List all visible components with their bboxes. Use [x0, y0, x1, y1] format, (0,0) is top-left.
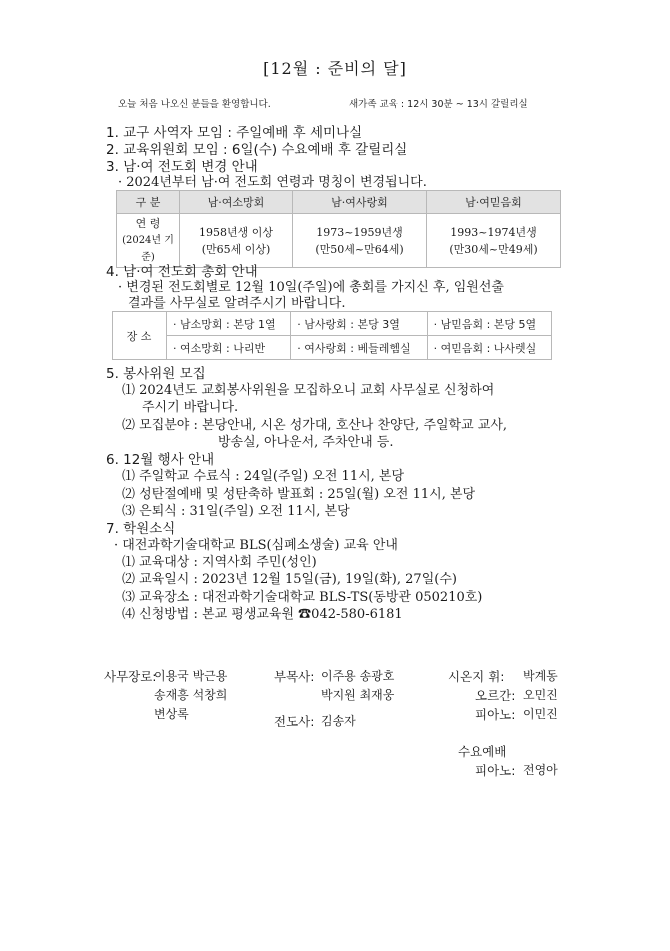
place-label: 장 소 — [113, 312, 167, 360]
page-title: [12월 : 준비의 달] — [263, 59, 407, 78]
section-5-text: ⑵ 모집분야 : 본당안내, 시온 성가대, 호산나 찬양단, 주일학교 교사, — [122, 418, 508, 433]
section-3-text: · 2024년부터 남·여 전도회 연령과 명칭이 변경됩니다. — [118, 175, 427, 190]
section-7-text: ⑷ 신청방법 : 본교 평생교육원 ☎042-580-6181 — [122, 607, 403, 622]
table-header: 구 분 — [117, 191, 180, 214]
table-row — [113, 336, 552, 360]
section-5-text: 방송실, 아나운서, 주차안내 등. — [218, 435, 394, 450]
venue-table — [112, 311, 552, 360]
table-cell: · 남소망회 : 본당 1열 — [167, 312, 291, 336]
choir-conductor-label: 시온지 휘: — [448, 669, 505, 684]
table-header-row — [117, 191, 561, 214]
row-label-note: (2024년 기준) — [122, 235, 174, 263]
newcomer-education-text: 새가족 교육 : 12시 30분 ~ 13시 갈릴리실 — [349, 99, 528, 110]
section-4-text: 결과를 사무실로 알려주시기 바랍니다. — [128, 296, 346, 311]
cell-line: 1993~1974년생 — [450, 225, 537, 239]
table-cell — [426, 214, 560, 268]
associate-pastors-names: 박지원 최재웅 — [321, 688, 395, 702]
organist-name: 오민진 — [523, 688, 558, 702]
evangelist-name: 김송자 — [321, 714, 356, 728]
table-cell — [292, 214, 426, 268]
wednesday-piano-label: 피아노: — [475, 763, 516, 778]
welcome-text: 오늘 처음 나오신 분들을 환영합니다. — [118, 99, 271, 110]
secretaries-names: 이용국 박근용 — [154, 669, 228, 683]
row-label: 연 령 — [135, 217, 161, 230]
wednesday-pianist-name: 전영아 — [523, 763, 558, 777]
table-header: 남·여소망회 — [180, 191, 293, 214]
section-7-heading: 7. 학원소식 — [106, 521, 176, 537]
piano-label: 피아노: — [475, 707, 516, 722]
secretaries-label: 사무장로: — [104, 669, 157, 684]
wednesday-service-label: 수요예배 — [458, 744, 507, 759]
choir-conductor-name: 박계동 — [523, 669, 558, 683]
section-4-text: · 변경된 전도회별로 12월 10일(주일)에 총회를 가지신 후, 임원선출 — [118, 280, 504, 295]
table-row — [113, 312, 552, 336]
secretaries-names: 변상록 — [154, 707, 189, 721]
section-6-text: ⑶ 은퇴식 : 31일(주일) 오전 11시, 본당 — [122, 504, 350, 519]
section-2-meeting: 2. 교육위원회 모임 : 6일(수) 수요예배 후 갈릴리실 — [106, 142, 408, 158]
section-7-text: ⑶ 교육장소 : 대전과학기술대학교 BLS-TS(동방관 050210호) — [122, 590, 483, 605]
table-header: 남·여사랑회 — [292, 191, 426, 214]
table-cell: · 남믿음회 : 본당 5열 — [427, 312, 551, 336]
secretaries-names: 송재흥 석창희 — [154, 688, 228, 702]
section-7-text: · 대전과학기술대학교 BLS(심폐소생술) 교육 안내 — [114, 538, 398, 553]
associate-pastors-label: 부목사: — [274, 669, 315, 684]
section-5-heading: 5. 봉사위원 모집 — [106, 366, 206, 382]
table-cell: · 남사랑회 : 본당 3열 — [291, 312, 427, 336]
section-4-heading: 4. 남·여 전도회 총회 안내 — [106, 264, 258, 280]
section-1-meeting: 1. 교구 사역자 모임 : 주일예배 후 세미나실 — [106, 125, 363, 141]
table-header: 남·여믿음회 — [426, 191, 560, 214]
cell-line: 1958년생 이상 — [198, 225, 273, 239]
organ-label: 오르간: — [475, 688, 516, 703]
age-group-table — [116, 190, 561, 268]
evangelist-label: 전도사: — [274, 714, 315, 729]
section-5-text: ⑴ 2024년도 교회봉사위원을 모집하오니 교회 사무실로 신청하여 — [122, 383, 495, 398]
section-6-heading: 6. 12월 행사 안내 — [106, 452, 215, 468]
section-7-text: ⑵ 교육일시 : 2023년 12월 15일(금), 19일(화), 27일(수) — [122, 572, 457, 587]
table-cell: · 여소망회 : 나리반 — [167, 336, 291, 360]
section-3-heading: 3. 남·여 전도회 변경 안내 — [106, 159, 258, 175]
section-7-text: ⑴ 교육대상 : 지역사회 주민(성인) — [122, 555, 317, 570]
cell-line: 1973~1959년생 — [316, 225, 403, 239]
section-6-text: ⑴ 주일학교 수료식 : 24일(주일) 오전 11시, 본당 — [122, 469, 405, 484]
table-cell: · 여믿음회 : 나사렛실 — [427, 336, 551, 360]
associate-pastors-names: 이주용 송광호 — [321, 669, 395, 683]
cell-line: (만50세~만64세) — [315, 242, 404, 256]
section-5-text: 주시기 바랍니다. — [142, 400, 239, 415]
cell-line: (만30세~만49세) — [449, 242, 538, 256]
table-cell: · 여사랑회 : 베들레헴실 — [291, 336, 427, 360]
pianist-name: 이민진 — [523, 707, 558, 721]
section-6-text: ⑵ 성탄절예배 및 성탄축하 발표회 : 25일(월) 오전 11시, 본당 — [122, 487, 476, 502]
cell-line: (만65세 이상) — [201, 242, 271, 256]
